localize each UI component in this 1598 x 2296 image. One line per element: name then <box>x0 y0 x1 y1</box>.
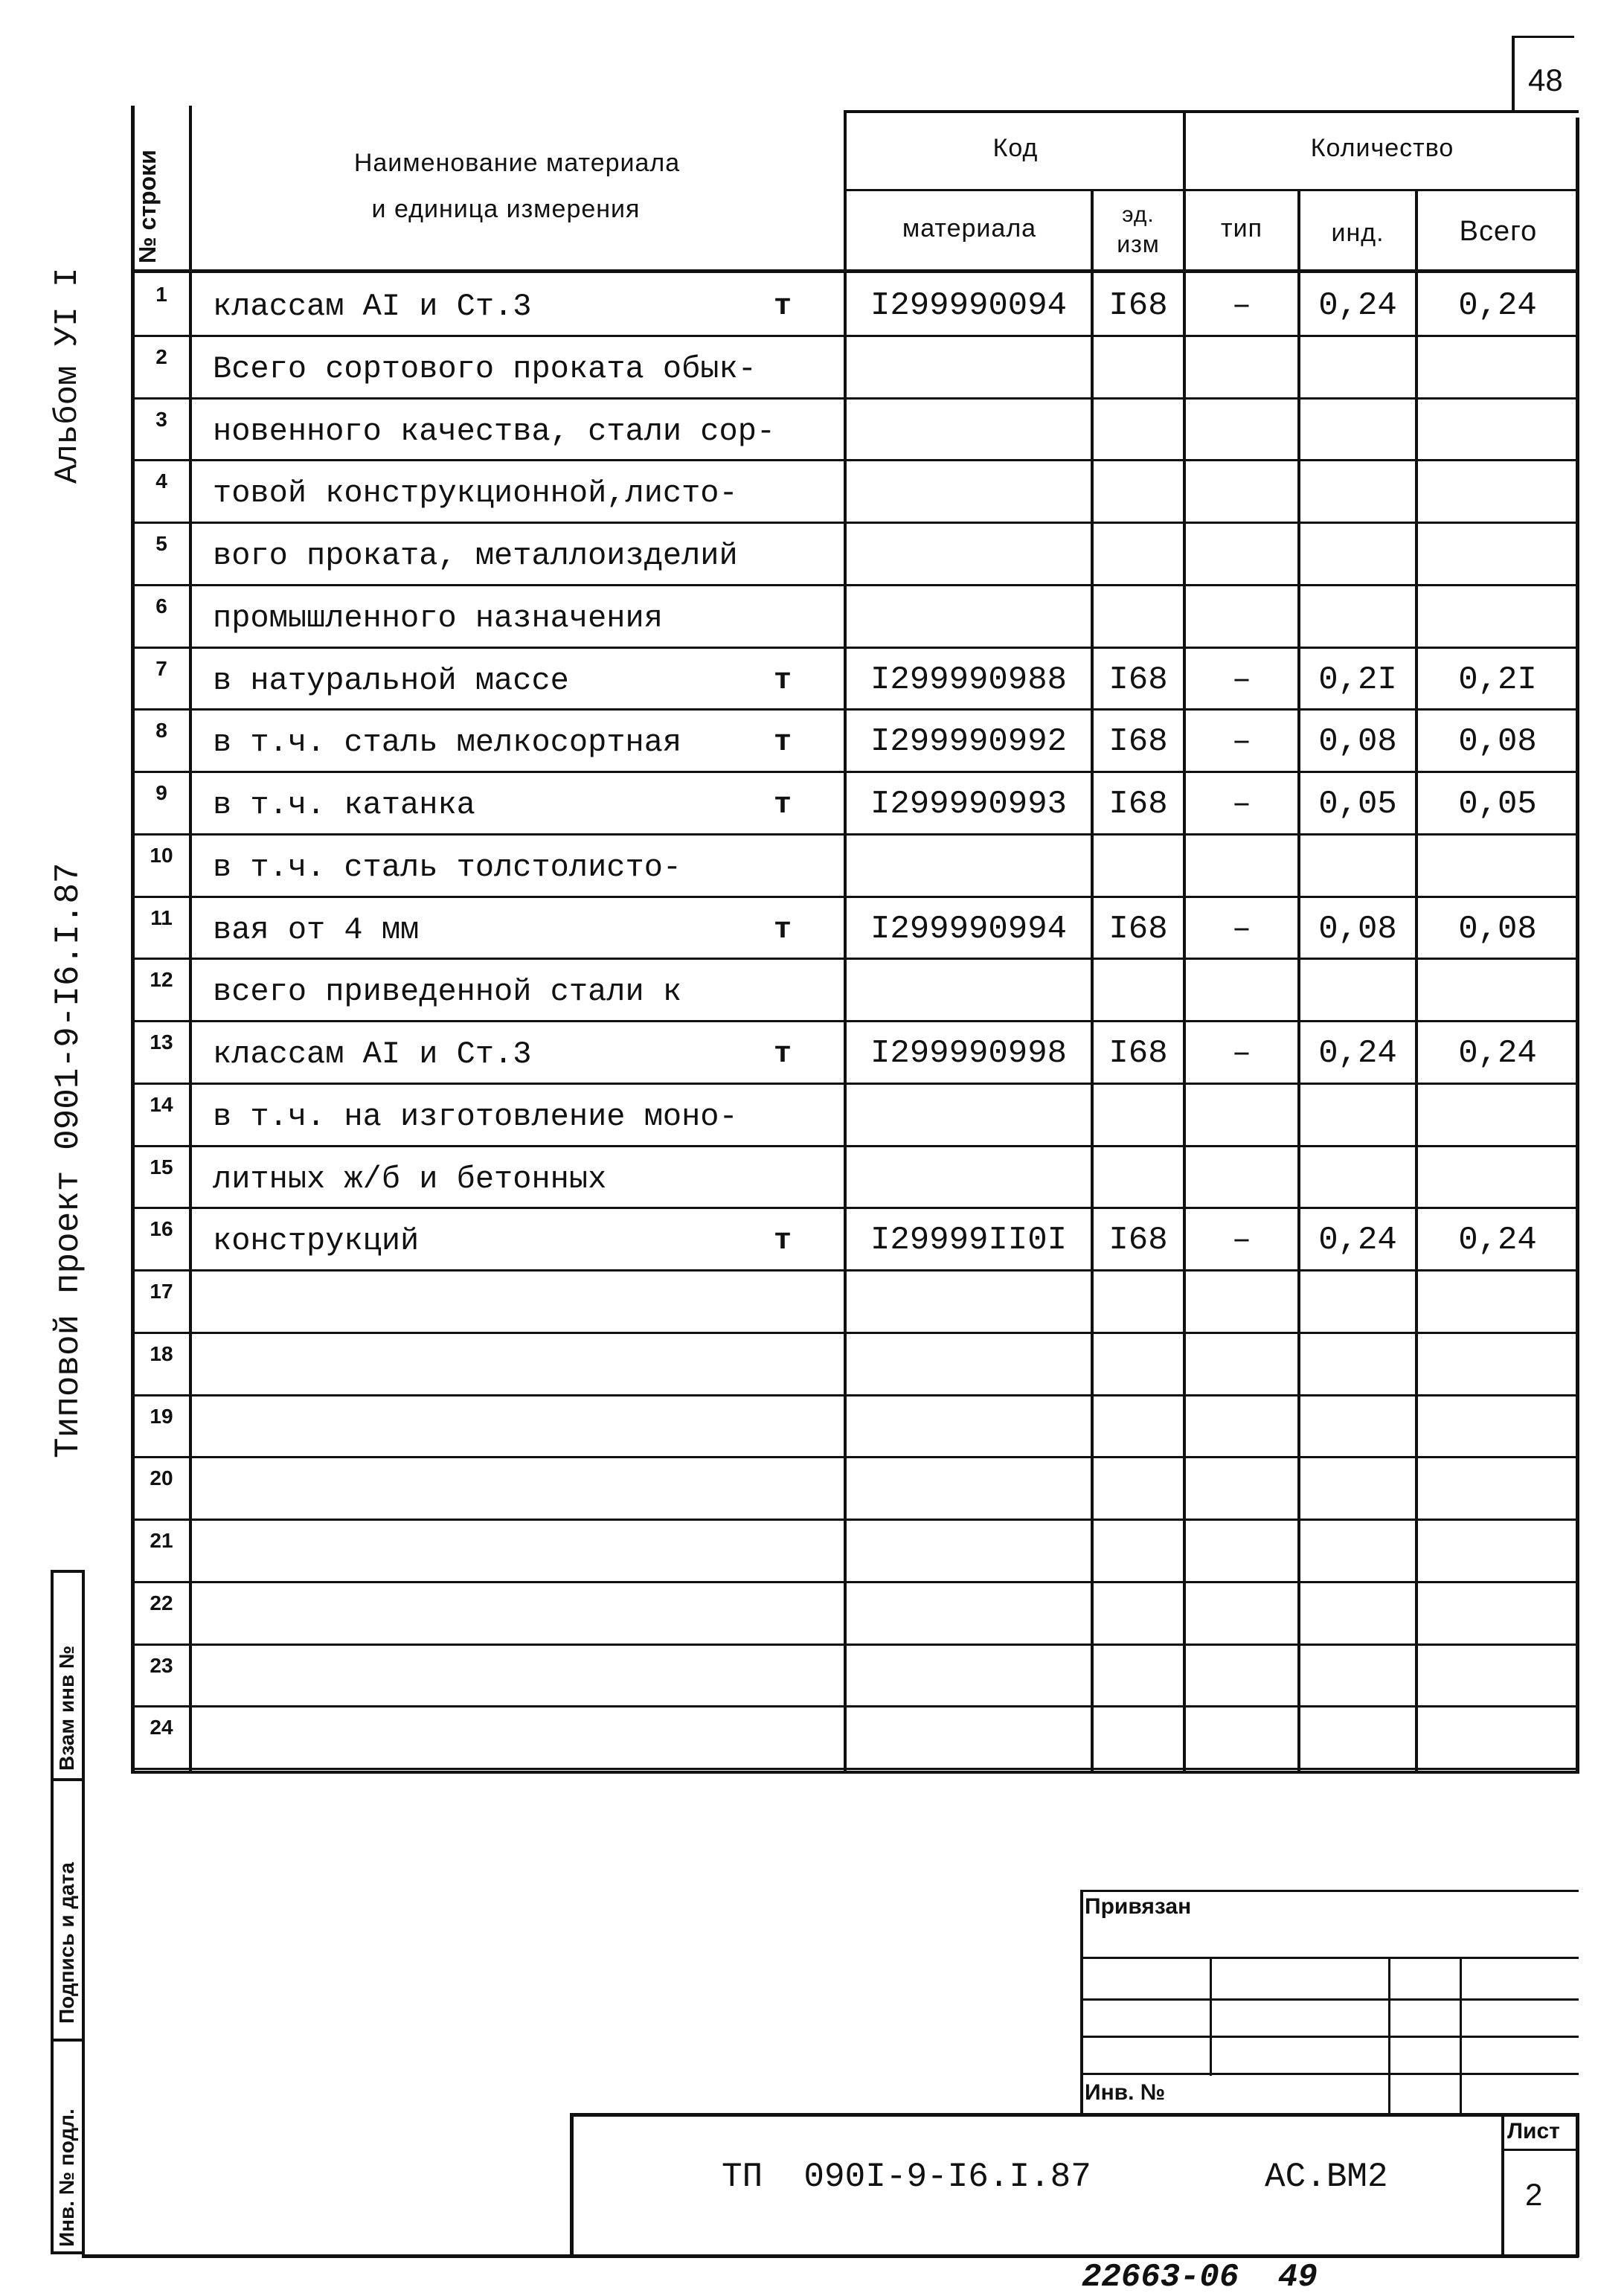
row-code: I299990988 <box>870 661 1068 699</box>
row-ind: 0,2I <box>1318 661 1397 699</box>
inv-no-label: Инв. № <box>1085 2080 1166 2105</box>
row-number: 11 <box>150 906 173 929</box>
row-divider <box>131 1705 1579 1707</box>
row-description: всего приведенной стали к <box>213 974 682 1010</box>
row-description: конструкций <box>213 1223 420 1259</box>
row-number: 2 <box>155 345 167 368</box>
row-number: 21 <box>150 1529 173 1552</box>
row-unit: т <box>774 789 792 822</box>
row-ind: 0,05 <box>1318 786 1397 823</box>
row-number: 16 <box>150 1217 173 1240</box>
row-ind: 0,24 <box>1318 1222 1397 1259</box>
row-description: в натуральной массе <box>213 663 569 699</box>
row-divider <box>131 958 1579 960</box>
row-description: в т.ч. сталь мелкосортная <box>213 725 682 760</box>
row-divider <box>131 647 1579 649</box>
row-ind: 0,08 <box>1318 723 1397 760</box>
row-divider <box>131 459 1579 461</box>
row-number: 12 <box>150 968 173 991</box>
row-description: вая от 4 мм <box>213 912 420 948</box>
row-divider <box>131 1519 1579 1521</box>
row-code: I299990094 <box>870 287 1068 324</box>
row-divider <box>131 833 1579 836</box>
row-code: I299990998 <box>870 1035 1068 1072</box>
sheet-label: Лист <box>1507 2119 1560 2143</box>
row-description: Всего сортового проката обык- <box>213 351 757 387</box>
row-number: 5 <box>155 532 167 555</box>
row-unit: т <box>774 664 792 698</box>
row-ed-izm: I68 <box>1108 287 1168 324</box>
row-divider <box>131 1456 1579 1458</box>
row-total: 0,08 <box>1458 911 1537 948</box>
row-code: I299990993 <box>870 786 1068 823</box>
row-divider <box>131 1332 1579 1334</box>
row-code: I299990992 <box>870 723 1068 760</box>
row-type: – <box>1231 1035 1252 1072</box>
row-code: I29999II0I <box>870 1222 1068 1259</box>
row-number: 15 <box>150 1155 173 1179</box>
row-number: 20 <box>150 1466 173 1489</box>
row-type: – <box>1231 661 1252 699</box>
row-description: литных ж/б и бетонных <box>213 1161 607 1197</box>
row-number: 9 <box>155 781 167 804</box>
row-number: 13 <box>150 1030 173 1054</box>
row-type: – <box>1231 723 1252 760</box>
header-quantity: Количество <box>1310 134 1454 162</box>
row-ed-izm: I68 <box>1108 911 1168 948</box>
row-total: 0,24 <box>1458 1035 1537 1072</box>
footer-number: 22663-06 49 <box>1082 2259 1318 2296</box>
album-label: Альбом УI I <box>49 267 86 484</box>
header-name-line2: и единица измерения <box>371 195 641 223</box>
header-material: материала <box>902 214 1037 243</box>
row-type: – <box>1231 1222 1252 1259</box>
row-divider <box>131 1145 1579 1147</box>
header-unit-1: эд. <box>1122 202 1155 227</box>
row-ind: 0,08 <box>1318 911 1397 948</box>
document-code: ТП 090I-9-I6.I.87 <box>722 2158 1091 2196</box>
row-number: 14 <box>150 1093 173 1116</box>
row-number: 18 <box>150 1342 173 1365</box>
document-mark: АС.ВМ2 <box>1265 2158 1388 2196</box>
podpis-data-label: Подпись и дата <box>55 1862 78 2024</box>
row-number: 7 <box>155 657 167 680</box>
row-ed-izm: I68 <box>1108 786 1168 823</box>
row-divider <box>131 1768 1579 1770</box>
row-number: 23 <box>150 1654 173 1677</box>
inv-podl-label: Инв. № подл. <box>55 2109 78 2247</box>
row-description: товой конструкционной,листо- <box>213 475 738 511</box>
row-description: классам AI и Ст.3 <box>213 289 532 324</box>
header-code: Код <box>992 134 1039 162</box>
header-name-line1: Наименование материала <box>353 149 681 177</box>
row-divider <box>131 335 1579 337</box>
row-divider <box>131 522 1579 524</box>
row-description: классам AI и Ст.3 <box>213 1036 532 1072</box>
row-unit: т <box>774 1038 792 1071</box>
row-description: промышленного назначения <box>213 600 663 636</box>
row-description: в т.ч. катанка <box>213 787 475 823</box>
row-divider <box>131 1207 1579 1209</box>
row-number: 22 <box>150 1591 173 1614</box>
row-divider <box>131 1269 1579 1272</box>
row-type: – <box>1231 287 1252 324</box>
row-divider <box>131 896 1579 898</box>
privyazan-label: Привязан <box>1085 1894 1192 1919</box>
row-number: 19 <box>150 1405 173 1428</box>
row-number: 24 <box>150 1716 173 1739</box>
row-number: 6 <box>155 594 167 618</box>
row-ed-izm: I68 <box>1108 1035 1168 1072</box>
row-description: в т.ч. на изготовление моно- <box>213 1099 738 1135</box>
row-divider <box>131 584 1579 586</box>
row-number: 8 <box>155 719 167 742</box>
row-description: в т.ч. сталь толстолисто- <box>213 850 682 885</box>
row-number: 17 <box>150 1280 173 1303</box>
row-number: 3 <box>155 408 167 431</box>
vzam-inv-label: Взам инв № <box>55 1645 78 1771</box>
row-divider <box>131 1083 1579 1085</box>
row-unit: т <box>774 1225 792 1258</box>
row-divider <box>131 1644 1579 1646</box>
row-description: вого проката, металлоизделий <box>213 538 738 574</box>
row-ed-izm: I68 <box>1108 723 1168 760</box>
row-ed-izm: I68 <box>1108 1222 1168 1259</box>
row-total: 0,08 <box>1458 723 1537 760</box>
header-type: тип <box>1221 214 1262 243</box>
row-divider <box>131 708 1579 711</box>
page-number: 48 <box>1528 62 1563 97</box>
header-total: Всего <box>1459 216 1538 247</box>
row-divider <box>131 771 1579 773</box>
row-type: – <box>1231 911 1252 948</box>
row-total: 0,24 <box>1458 1222 1537 1259</box>
row-divider <box>131 1394 1579 1396</box>
row-divider <box>131 1581 1579 1583</box>
row-code: I299990994 <box>870 911 1068 948</box>
row-unit: т <box>774 914 792 947</box>
row-number: 10 <box>150 844 173 867</box>
row-unit: т <box>774 290 792 324</box>
row-divider <box>131 1020 1579 1022</box>
row-divider <box>131 397 1579 400</box>
header-ind: инд. <box>1331 219 1384 247</box>
row-total: 0,05 <box>1458 786 1537 823</box>
header-row-no: № строки <box>134 150 161 263</box>
row-ind: 0,24 <box>1318 1035 1397 1072</box>
row-number: 4 <box>155 469 167 493</box>
header-unit-2: изм <box>1117 231 1160 257</box>
row-total: 0,2I <box>1458 661 1537 699</box>
sheet-number: 2 <box>1525 2177 1543 2212</box>
row-ed-izm: I68 <box>1108 661 1168 699</box>
row-unit: т <box>774 726 792 760</box>
row-total: 0,24 <box>1458 287 1537 324</box>
row-number: 1 <box>155 283 167 306</box>
row-description: новенного качества, стали сор- <box>213 414 776 449</box>
project-label: Типовой проект 0901-9-I6.I.87 <box>49 862 88 1458</box>
row-ind: 0,24 <box>1318 287 1397 324</box>
row-type: – <box>1231 786 1252 823</box>
